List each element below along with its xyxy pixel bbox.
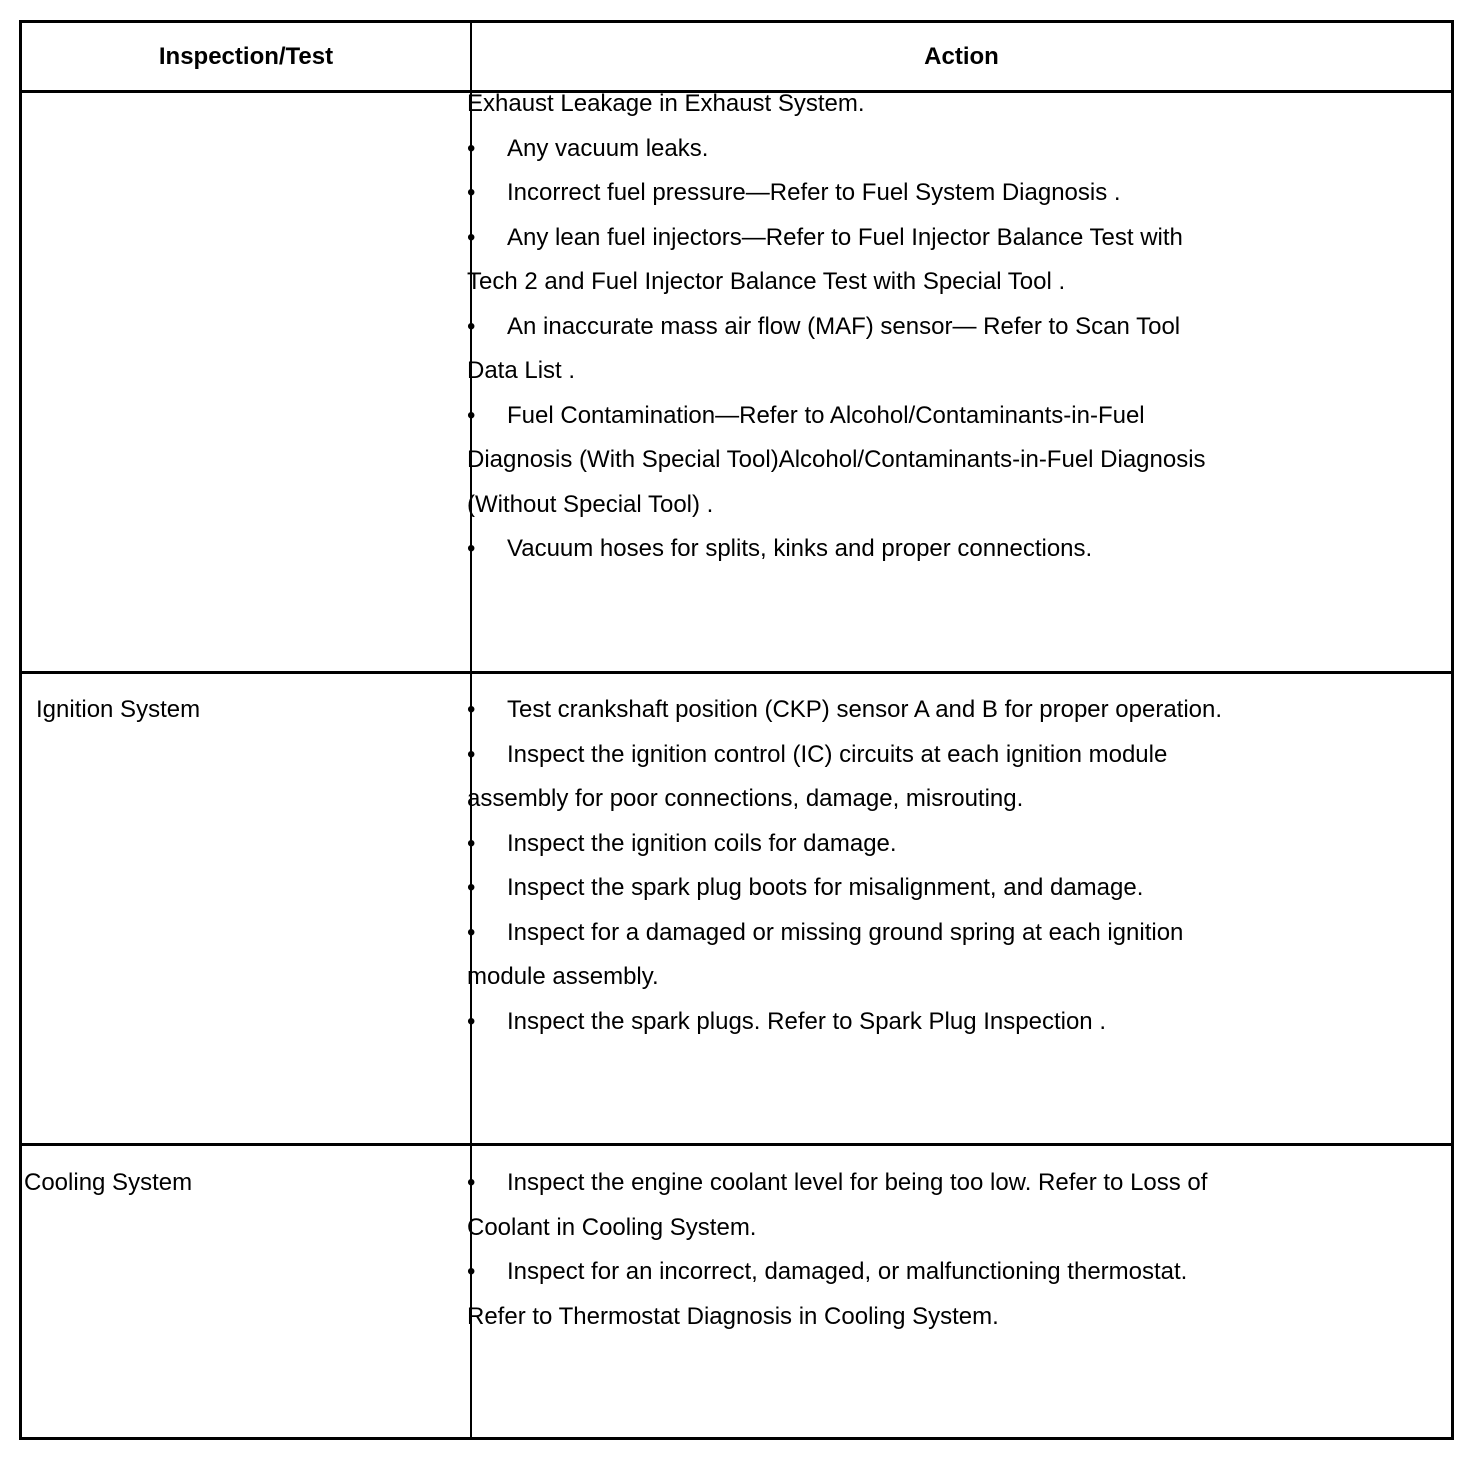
bullet-icon: • <box>467 696 476 723</box>
bullet-icon: • <box>467 740 476 768</box>
column-header-action: Action <box>924 43 999 70</box>
row-label-ignition-system: Ignition System <box>36 696 201 723</box>
action-cell <box>467 1161 1427 1339</box>
bullet-icon: • <box>467 1007 476 1035</box>
action-line: • Any vacuum leaks. <box>467 127 1427 172</box>
bullet-icon: • <box>467 1169 476 1196</box>
row-label-cooling-system: Cooling System <box>24 1169 193 1196</box>
bullet-icon: • <box>467 874 476 901</box>
bullet-icon: • <box>467 918 476 946</box>
action-line: module assembly. <box>467 963 659 990</box>
action-line: • Vacuum hoses for splits, kinks and proper connections. <box>467 527 1427 572</box>
action-line: • Inspect for an incorrect, damaged, or malfunctioning thermostat. <box>467 1250 1427 1295</box>
action-line: Data List . <box>467 357 576 384</box>
action-line: • Incorrect fuel pressure—Refer to Fuel System Diagnosis . <box>467 171 1427 216</box>
action-line: • Any lean fuel injectors—Refer to Fuel Injector Balance Test with <box>467 216 1427 261</box>
action-line: (Without Special Tool) . <box>467 490 714 518</box>
action-line: • Fuel Contamination—Refer to Alcohol/Contaminants-in-Fuel <box>467 394 1427 439</box>
bullet-icon: • <box>467 223 476 251</box>
action-line: Tech 2 and Fuel Injector Balance Test with Special Tool . <box>467 268 1066 295</box>
column-header-inspection: Inspection/Test <box>158 43 334 70</box>
action-line: • Inspect the spark plug boots for misalignment, and damage. <box>467 866 1427 911</box>
bullet-icon: • <box>467 401 476 429</box>
bullet-icon: • <box>467 134 476 162</box>
bullet-icon: • <box>467 179 476 206</box>
row-divider <box>22 1143 1451 1146</box>
action-line: • Inspect the spark plugs. Refer to Spark Plug Inspection . <box>467 1000 1427 1045</box>
action-line: Diagnosis (With Special Tool)Alcohol/Contaminants-in-Fuel Diagnosis <box>467 446 1206 473</box>
row-divider <box>22 671 1451 674</box>
action-line: • Inspect the ignition control (IC) circuits at each ignition module <box>467 733 1427 778</box>
bullet-icon: • <box>467 535 476 562</box>
action-line: • Inspect the ignition coils for damage. <box>467 822 1427 867</box>
action-line: Coolant in Cooling System. <box>467 1213 757 1241</box>
action-line: • An inaccurate mass air flow (MAF) sensor— Refer to Scan Tool <box>467 305 1427 350</box>
bullet-icon: • <box>467 312 476 340</box>
action-line: Refer to Thermostat Diagnosis in Cooling System. <box>467 1302 999 1330</box>
action-cell <box>467 688 1427 1044</box>
action-line: • Inspect for a damaged or missing ground spring at each ignition <box>467 911 1427 956</box>
bullet-icon: • <box>467 829 476 857</box>
bullet-icon: • <box>467 1258 476 1285</box>
action-line: • Test crankshaft position (CKP) sensor A and B for proper operation. <box>467 688 1427 733</box>
action-line: Exhaust Leakage in Exhaust System. <box>467 90 865 117</box>
action-line: • Inspect the engine coolant level for being too low. Refer to Loss of <box>467 1161 1427 1206</box>
action-line: assembly for poor connections, damage, misrouting. <box>467 785 1024 812</box>
action-cell <box>467 82 1427 572</box>
